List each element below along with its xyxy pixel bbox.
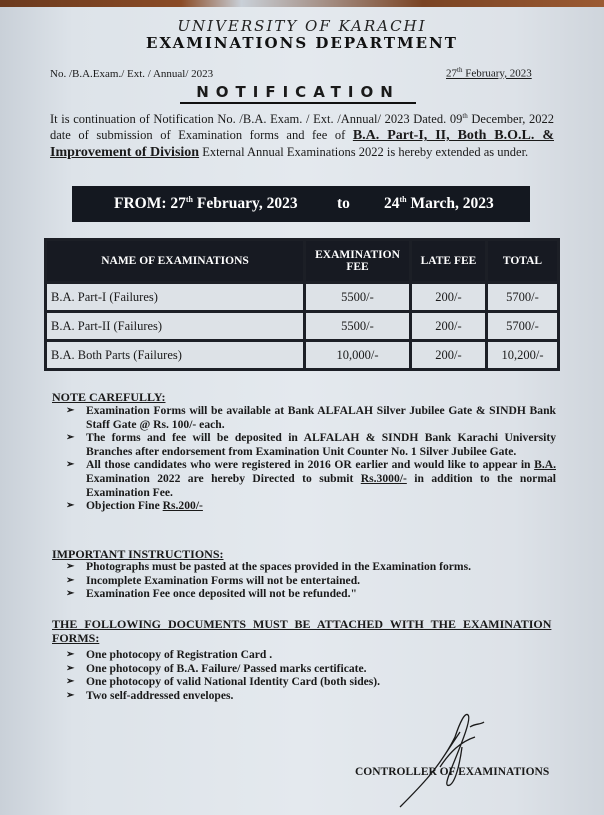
end-date-day: 24 [384,195,400,213]
document-text: Two self-addressed envelopes. [86,688,234,702]
header-exam-name: NAME OF EXAMINATIONS [47,241,303,281]
late-fee: 200/- [412,342,485,368]
exam-fee: 10,000/- [306,342,409,368]
list-item [66,560,556,574]
table-row [47,284,557,310]
bullet-arrow-icon: ➢ [66,649,75,660]
bullet-arrow-icon: ➢ [66,561,75,572]
note-text: Objection Fine [86,499,163,513]
bullet-arrow-icon: ➢ [66,574,75,586]
intro-sup: th [462,112,468,120]
fee-table-header [47,241,557,281]
note-heading: NOTE CAREFULLY: [52,390,166,404]
exam-name: B.A. Part-I (Failures) [47,284,303,310]
start-date-sup: th [185,194,194,204]
bullet-arrow-icon: ➢ [66,676,75,688]
list-item [66,499,556,513]
note-text: Examination Forms will be available at Bank ALFALAH Silver Jubilee Gate & SINDH Bank Staff Gate @ Rs. 100/- each. [86,404,556,431]
note-text: All those candidates who were registered in 2016 OR earlier and would like to appear in [86,458,535,472]
instruction-text: Examination Fee once deposited will not be refunded." [86,587,357,601]
fee-table [44,238,560,371]
intro-paragraph [50,108,554,161]
list-item [66,587,556,601]
bullet-arrow-icon: ➢ [66,432,75,444]
exam-name: B.A. Part-II (Failures) [47,313,303,339]
total-fee: 5700/- [488,313,557,339]
bullet-arrow-icon: ➢ [66,662,75,674]
department-name: EXAMINATIONS DEPARTMENT [146,34,458,52]
extra-fee-amount: Rs.3000/- [360,471,407,485]
header-exam-fee: EXAMINATION FEE [306,241,409,281]
exam-fee: 5500/- [306,313,409,339]
document-text: One photocopy of Registration Card . [86,648,273,661]
list-item [66,662,556,676]
total-fee: 5700/- [488,284,557,310]
list-item [66,689,556,703]
bullet-arrow-icon: ➢ [66,588,75,600]
list-item [66,404,556,431]
university-name: UNIVERSITY OF KARACHI [177,17,427,35]
notification-date [446,66,532,80]
date-day: 27 [446,67,457,80]
bullet-arrow-icon: ➢ [66,459,75,471]
start-date-label: FROM: 27 [114,195,186,213]
list-item [66,648,556,662]
note-text: Examination 2022 are hereby Directed to submit [86,471,361,485]
end-date [384,195,494,213]
date-range-banner [72,186,530,222]
header-late-fee: LATE FEE [412,241,485,281]
list-item [66,574,556,588]
header-total: TOTAL [488,241,557,281]
bullet-arrow-icon: ➢ [66,689,75,701]
late-fee: 200/- [412,284,485,310]
document-text: One photocopy of valid National Identity Card (both sides). [86,675,381,689]
list-item [66,431,556,458]
late-fee: 200/- [412,313,485,339]
start-date-rest: February, 2023 [193,195,298,213]
intro-text-1: It is continuation of Notification No. /B.A. Exam. / Ext. /Annual/ 2023 Dated. 09 [50,112,463,127]
note-text: The forms and fee will be deposited in ALFALAH & SINDH Bank Karachi University Branches after endorsement from Examination Unit Counter No. 1 Silver Jubilee Gate. [86,431,556,458]
table-row [47,342,557,368]
list-item [66,458,556,499]
programs-highlight: B.A. Part-I, II, Both B.O.L. & Improvement of Division [50,128,554,161]
bullet-arrow-icon: ➢ [66,405,75,416]
table-row [47,313,557,339]
note-list [66,404,556,513]
intro-text-2: December, 2022 date of submission of Examination forms and fee of [50,112,555,143]
exam-fee: 5500/- [306,284,409,310]
start-date [114,195,298,213]
document-text: One photocopy of B.A. Failure/ Passed marks certificate. [86,661,367,675]
to-label: to [337,195,350,212]
date-rest: February, 2023 [462,67,532,80]
list-item [66,675,556,689]
instruction-text: Photographs must be pasted at the spaces provided in the Examination forms. [86,560,471,573]
end-date-sup: th [399,194,407,204]
date-suffix: th [457,66,463,74]
exam-name: B.A. Both Parts (Failures) [47,342,303,368]
reference-number: No. /B.A.Exam./ Ext. / Annual/ 2023 [50,68,214,80]
signature-icon [380,707,500,815]
instructions-list [66,560,556,601]
photo-background-edge [0,0,604,7]
note-text: in addition to the normal Examination Fee. [86,471,556,499]
controller-title: CONTROLLER OF EXAMINATIONS [355,766,550,778]
notification-document [0,7,604,808]
program-name: B.A. [534,458,556,472]
intro-text-3: External Annual Examinations 2022 is hereby extended as under. [199,145,529,160]
bullet-arrow-icon: ➢ [66,500,75,512]
instruction-text: Incomplete Examination Forms will not be entertained. [86,573,361,587]
document-title: NOTIFICATION [180,83,416,104]
documents-list [66,648,556,702]
instructions-heading: IMPORTANT INSTRUCTIONS: [52,547,224,561]
documents-heading: THE FOLLOWING DOCUMENTS MUST BE ATTACHED WITH THE EXAMINATION FORMS: [52,617,552,645]
total-fee: 10,200/- [488,342,557,368]
objection-fine-amount: Rs.200/- [162,499,203,513]
end-date-rest: March, 2023 [406,195,494,213]
